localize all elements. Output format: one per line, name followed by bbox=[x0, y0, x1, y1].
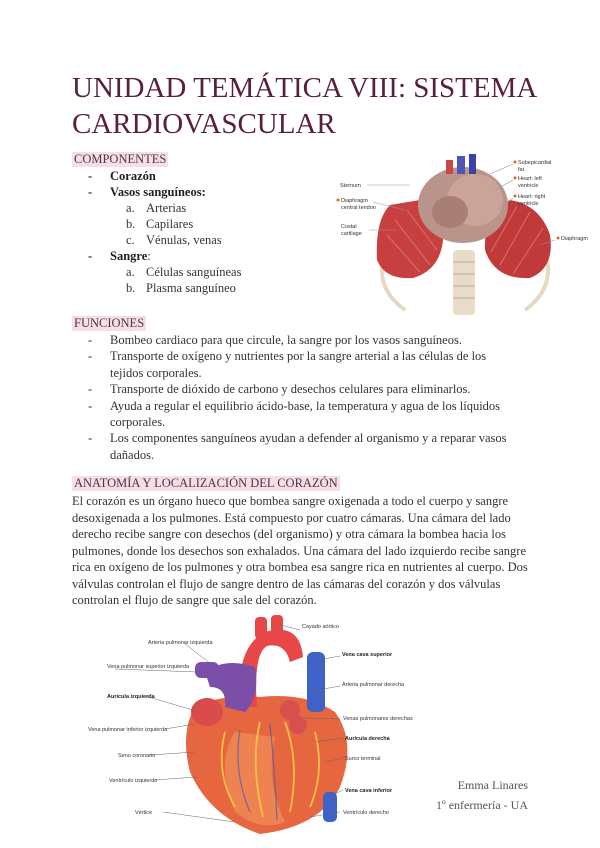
list-item: - Los componentes sanguíneos ayudan a defender al organismo y a reparar vasos dañados. bbox=[88, 431, 507, 462]
label-costal: Costal bbox=[341, 224, 357, 230]
label-diaphragm-tendon-2: central tendon bbox=[341, 205, 376, 211]
label-auricula-izquierda: Aurícula izquierda bbox=[107, 694, 155, 700]
list-item: - Bombeo cardiaco para que circule, la sangre por los vasos sanguíneos. bbox=[88, 333, 462, 347]
label-vena-cava-inferior: Vena cava inferior bbox=[345, 788, 393, 794]
anatomia-heading: ANATOMÍA Y LOCALIZACIÓN DEL CORAZÓN bbox=[74, 476, 338, 490]
label-costal-2: cartilage bbox=[341, 231, 362, 237]
label-ventriculo-derecho: Ventrículo derecho bbox=[343, 810, 389, 816]
label-diaphragm-tendon: Diaphragm bbox=[341, 198, 368, 204]
label-sternum: Sternum bbox=[340, 183, 361, 189]
thorax-illustration bbox=[335, 150, 588, 315]
label-left-ventricle-2: ventricle bbox=[518, 183, 539, 189]
label-diaphragm: Diaphragm bbox=[561, 236, 588, 242]
label-surco-terminal: Surco terminal bbox=[345, 756, 381, 762]
page-title: UNIDAD TEMÁTICA VIII: SISTEMA CARDIOVASCULAR bbox=[72, 72, 536, 140]
label-seno-coronario: Seno coronario bbox=[118, 753, 156, 759]
anatomia-paragraph: El corazón es un órgano hueco que bombea sangre oxigenada a todo el cuerpo y sangre desoxigenada a los pulmones. Está compuesto por cuatro cámaras. Una cámara del lado derecho recibe sangre con desechos (del organismo) y otra cámara la bombea hacia los pulmones, donde los desechos son exhalados. Una cámara del lado izquierdo recibe sangre rica en oxígeno de los pulmones y otra bombea esa sangre rica en nutrientes al cuerpo. Dos válvulas controlan el flujo de sangre dentro de las cámaras del corazón y dos válvulas controlan el flujo de sangre que sale del corazón. bbox=[72, 494, 528, 607]
list-item: - Ayuda a regular el equilibrio ácido-base, la temperatura y agua de los líquidos corporales. bbox=[88, 398, 501, 430]
list-item: - Transporte de oxígeno y nutrientes por la sangre arterial a las células de los tejidos corporales. bbox=[88, 349, 487, 380]
label-vertice: Vértice bbox=[135, 810, 153, 816]
label-vena-cava-superior: Vena cava superior bbox=[342, 652, 393, 658]
label-right-ventricle-2: ventricle bbox=[518, 201, 539, 207]
author-course: 1º enfermería - UA bbox=[435, 798, 528, 812]
label-ventriculo-izquierdo: Ventrículo izquierdo bbox=[109, 778, 158, 784]
label-arteria-pulmonar-izquierda: Arteria pulmonar izquierda bbox=[148, 640, 213, 646]
label-arteria-pulmonar-derecha: Arteria pulmonar derecha bbox=[342, 682, 405, 688]
author-name: Emma Linares bbox=[457, 778, 528, 792]
list-item: - Transporte de dióxido de carbono y desechos celulares para eliminarlos. bbox=[88, 382, 471, 397]
label-venas-pulmonares-derechas: Venas pulmonares derechas bbox=[343, 716, 413, 722]
componentes-heading: COMPONENTES bbox=[74, 152, 167, 166]
heart-illustration bbox=[85, 612, 425, 837]
label-right-ventricle: Heart: right bbox=[518, 194, 546, 200]
label-subepicardial: Subepicardial bbox=[518, 160, 552, 166]
label-vena-pulmonar-inferior-izquierda: Vena pulmonar inferior izquierda bbox=[88, 727, 168, 733]
funciones-list bbox=[88, 332, 528, 463]
label-subepicardial-2: fat bbox=[518, 167, 525, 173]
label-vena-pulmonar-superior-izquierda: Vena pulmonar superior izquierda bbox=[107, 664, 190, 670]
label-left-ventricle: Heart: left bbox=[518, 176, 542, 182]
label-cayado-aortico: Cayado aórtico bbox=[302, 624, 339, 630]
label-auricula-derecha: Aurícula derecha bbox=[345, 736, 390, 742]
funciones-heading: FUNCIONES bbox=[74, 316, 145, 330]
